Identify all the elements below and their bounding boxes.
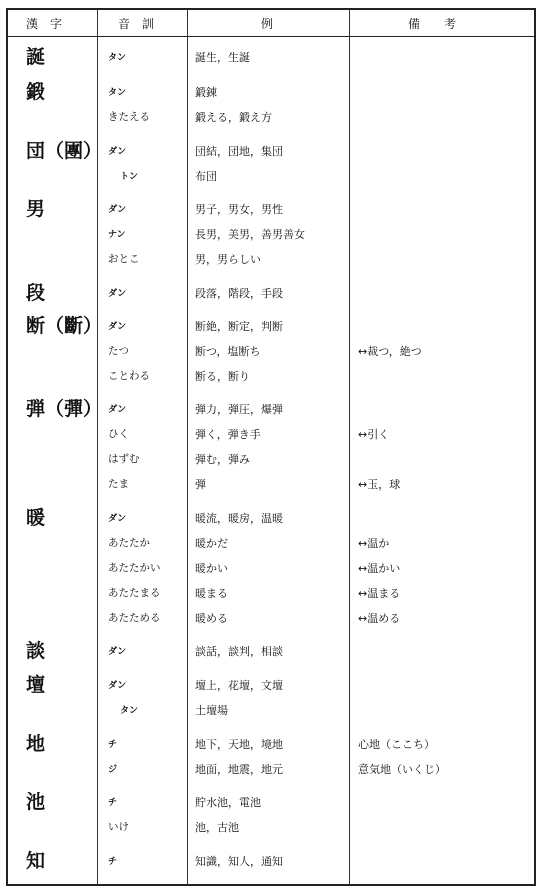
examples-cell: 弾く，弾き手 bbox=[195, 428, 261, 441]
reading-cell: ダン bbox=[108, 405, 127, 415]
examples-cell: 壇上，花壇，文壇 bbox=[195, 679, 283, 692]
notes-cell: 意気地（いくじ） bbox=[358, 763, 446, 776]
header-kanji: 漢 字 bbox=[26, 17, 63, 31]
examples-cell: 布団 bbox=[195, 170, 217, 183]
examples-cell: 男，男らしい bbox=[195, 253, 261, 266]
reading-cell: はずむ bbox=[108, 453, 140, 465]
reading-cell: あたたまる bbox=[108, 587, 161, 599]
reading-cell: ことわる bbox=[108, 370, 150, 382]
notes-cell: ↔引く bbox=[358, 428, 390, 441]
examples-cell: 地面，地震，地元 bbox=[195, 763, 283, 776]
reading-cell: たつ bbox=[108, 345, 129, 357]
table-row bbox=[8, 106, 534, 128]
reading-cell: チ bbox=[108, 798, 118, 808]
examples-cell: 鍛える，鍛え方 bbox=[195, 111, 272, 124]
table-row bbox=[8, 557, 534, 579]
reading-cell: タン bbox=[108, 88, 127, 98]
examples-cell: 土壇場 bbox=[195, 704, 228, 717]
reading-cell: ダン bbox=[108, 647, 127, 657]
notes-cell: ↔温める bbox=[358, 612, 401, 625]
examples-cell: 貯水池，電池 bbox=[195, 796, 261, 809]
examples-cell: 知識，知人，通知 bbox=[195, 855, 283, 868]
examples-cell: 段落，階段，手段 bbox=[195, 287, 283, 300]
examples-cell: 断絶，断定，判断 bbox=[195, 320, 283, 333]
examples-cell: 長男，美男，善男善女 bbox=[195, 228, 305, 241]
table-row bbox=[8, 248, 534, 270]
notes-cell: ↔玉，球 bbox=[358, 478, 401, 491]
header-onkun: 音 訓 bbox=[118, 17, 155, 31]
examples-cell: 弾 bbox=[195, 478, 206, 491]
reading-cell: ダン bbox=[108, 322, 127, 332]
kanji-cell: 池 bbox=[26, 791, 46, 813]
reading-cell: きたえる bbox=[108, 111, 150, 123]
kanji-cell: 断（斷） bbox=[26, 315, 103, 337]
table-row bbox=[8, 791, 534, 813]
table-row bbox=[8, 365, 534, 387]
notes-cell: ↔裁つ，絶つ bbox=[358, 345, 422, 358]
table-row bbox=[8, 315, 534, 337]
table-row bbox=[8, 81, 534, 103]
examples-cell: 地下，天地，境地 bbox=[195, 738, 283, 751]
kanji-cell: 鍛 bbox=[26, 81, 46, 103]
notes-cell: ↔温かい bbox=[358, 562, 401, 575]
kanji-cell: 団（團） bbox=[26, 140, 103, 162]
header-notes: 備 考 bbox=[408, 17, 457, 31]
header-rule bbox=[8, 36, 534, 37]
table-row bbox=[8, 674, 534, 696]
kanji-cell: 弾（彈） bbox=[26, 398, 103, 420]
kanji-cell: 知 bbox=[26, 850, 46, 872]
reading-cell: いけ bbox=[108, 821, 129, 833]
kanji-cell: 男 bbox=[26, 198, 46, 220]
table-row bbox=[8, 423, 534, 445]
kanji-cell: 談 bbox=[26, 640, 46, 662]
table-row bbox=[8, 758, 534, 780]
examples-cell: 池，古池 bbox=[195, 821, 239, 834]
examples-cell: 鍛錬 bbox=[195, 86, 217, 99]
reading-cell: タン bbox=[120, 706, 139, 716]
reading-cell: ダン bbox=[108, 289, 127, 299]
examples-cell: 誕生，生誕 bbox=[195, 51, 250, 64]
table-row bbox=[8, 282, 534, 304]
examples-cell: 談話，談判，相談 bbox=[195, 645, 283, 658]
table-row bbox=[8, 850, 534, 872]
examples-cell: 暖流，暖房，温暖 bbox=[195, 512, 283, 525]
examples-cell: 暖かい bbox=[195, 562, 228, 575]
kanji-cell: 誕 bbox=[26, 46, 46, 68]
table-row bbox=[8, 816, 534, 838]
examples-cell: 男子，男女，男性 bbox=[195, 203, 283, 216]
table-row bbox=[8, 699, 534, 721]
table-row bbox=[8, 582, 534, 604]
examples-cell: 団結，団地，集団 bbox=[195, 145, 283, 158]
table-row bbox=[8, 223, 534, 245]
examples-cell: 断つ，塩断ち bbox=[195, 345, 261, 358]
reading-cell: タン bbox=[108, 53, 127, 63]
table-row bbox=[8, 607, 534, 629]
examples-cell: 弾力，弾圧，爆弾 bbox=[195, 403, 283, 416]
reading-cell: ジ bbox=[108, 765, 118, 775]
reading-cell: ナン bbox=[108, 230, 126, 240]
examples-cell: 断る，断り bbox=[195, 370, 250, 383]
table-row bbox=[8, 140, 534, 162]
table-row bbox=[8, 448, 534, 470]
table-row bbox=[8, 532, 534, 554]
reading-cell: たま bbox=[108, 478, 129, 490]
table-row bbox=[8, 165, 534, 187]
reading-cell: ひく bbox=[108, 428, 129, 440]
notes-cell: ↔温か bbox=[358, 537, 390, 550]
reading-cell: ダン bbox=[108, 514, 127, 524]
reading-cell: あたたか bbox=[108, 537, 150, 549]
table-row bbox=[8, 198, 534, 220]
table-row bbox=[8, 733, 534, 755]
header-examples: 例 bbox=[261, 17, 274, 31]
kanji-cell: 暖 bbox=[26, 507, 46, 529]
notes-cell: 心地（ここち） bbox=[358, 738, 435, 751]
reading-cell: チ bbox=[108, 740, 118, 750]
table-row bbox=[8, 46, 534, 68]
table-row bbox=[8, 340, 534, 362]
reading-cell: ダン bbox=[108, 205, 127, 215]
reading-cell: ダン bbox=[108, 147, 127, 157]
reading-cell: あたためる bbox=[108, 612, 161, 624]
examples-cell: 暖まる bbox=[195, 587, 228, 600]
kanji-table bbox=[6, 8, 536, 886]
kanji-cell: 地 bbox=[26, 733, 46, 755]
kanji-cell: 壇 bbox=[26, 674, 46, 696]
reading-cell: チ bbox=[108, 857, 118, 867]
reading-cell: ダン bbox=[108, 681, 127, 691]
notes-cell: ↔温まる bbox=[358, 587, 401, 600]
reading-cell: トン bbox=[120, 172, 139, 182]
table-row bbox=[8, 640, 534, 662]
kanji-cell: 段 bbox=[26, 282, 46, 304]
reading-cell: おとこ bbox=[108, 253, 140, 265]
table-row bbox=[8, 507, 534, 529]
table-row bbox=[8, 398, 534, 420]
examples-cell: 弾む，弾み bbox=[195, 453, 250, 466]
reading-cell: あたたかい bbox=[108, 562, 161, 574]
examples-cell: 暖かだ bbox=[195, 537, 228, 550]
examples-cell: 暖める bbox=[195, 612, 228, 625]
table-row bbox=[8, 473, 534, 495]
